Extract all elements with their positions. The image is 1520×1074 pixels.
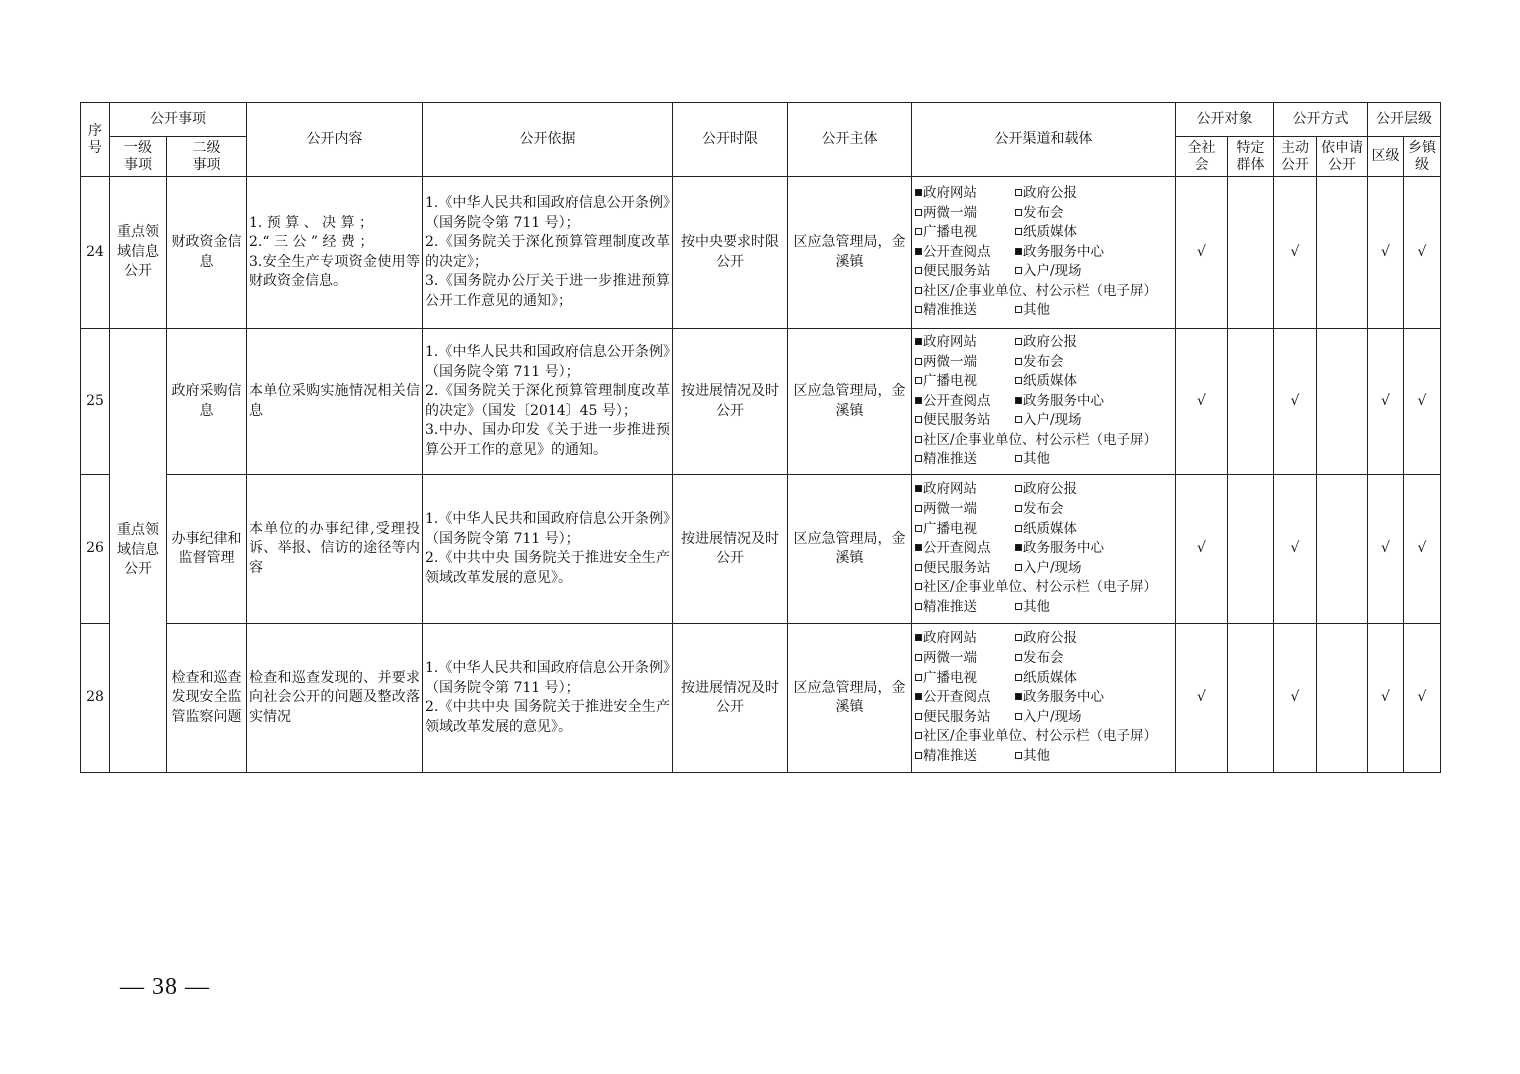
cell-target-specific <box>1228 329 1274 475</box>
channel-label: 其他 <box>1023 747 1050 764</box>
header-time-limit: 公开时限 <box>673 103 788 177</box>
unchecked-box-icon <box>915 287 922 294</box>
unchecked-box-icon <box>1015 189 1022 196</box>
checked-box-icon <box>1015 693 1022 700</box>
unchecked-box-icon <box>915 416 922 423</box>
channel-option <box>915 262 1015 282</box>
basis-line: 1.《中华人民共和国政府信息公开条例》（国务院令第 711 号）； <box>425 511 670 547</box>
cell-method-active: √ <box>1274 329 1317 475</box>
channel-option <box>1015 669 1115 689</box>
channel-label: 入户/现场 <box>1023 263 1082 280</box>
cell-time-limit: 按进展情况及时公开 <box>673 475 788 624</box>
channel-label: 公开查阅点 <box>923 540 991 557</box>
channel-option <box>915 450 1015 470</box>
header-items-group: 公开事项 <box>110 103 247 137</box>
unchecked-box-icon <box>915 209 922 216</box>
basis-line: 3.中办、国办印发《关于进一步推进预算公开工作的意见》的通知。 <box>425 422 670 458</box>
header-level2: 二级 事项 <box>167 137 247 177</box>
channel-label: 政府公报 <box>1023 481 1077 498</box>
channel-label: 社区/企事业单位、村公示栏（电子屏） <box>923 431 1158 448</box>
channel-option <box>1015 747 1115 767</box>
channel-label: 公开查阅点 <box>923 243 991 260</box>
cell-basis <box>423 177 673 329</box>
content-line: 3.安全生产专项资金使用等财政资金信息。 <box>249 253 420 289</box>
channel-label: 广播电视 <box>923 669 977 686</box>
cell-subject: 区应急管理局，金溪镇 <box>788 177 912 329</box>
cell-level2: 办事纪律和监督管理 <box>167 475 247 624</box>
channel-option <box>915 688 1015 708</box>
unchecked-box-icon <box>915 455 922 462</box>
cell-target-specific <box>1228 624 1274 773</box>
cell-level2: 财政资金信息 <box>167 177 247 329</box>
channel-option <box>915 243 1015 263</box>
channel-label: 入户/现场 <box>1023 708 1082 725</box>
unchecked-box-icon <box>1015 525 1022 532</box>
cell-level-district: √ <box>1368 329 1404 475</box>
content-line: 2.“ 三 公 ” 经 费 ； <box>249 234 374 250</box>
cell-target-specific <box>1228 475 1274 624</box>
unchecked-box-icon <box>915 525 922 532</box>
channel-option <box>1015 204 1115 224</box>
channel-label: 精准推送 <box>923 747 977 764</box>
channel-option <box>1015 353 1115 373</box>
unchecked-box-icon <box>1015 654 1022 661</box>
cell-method-request <box>1317 624 1368 773</box>
channel-label: 便民服务站 <box>923 559 991 576</box>
unchecked-box-icon <box>1015 564 1022 571</box>
basis-line: 3.《国务院办公厅关于进一步推进预算公开工作意见的通知》； <box>425 273 670 309</box>
cell-channels <box>912 177 1176 329</box>
channel-label: 社区/企事业单位、村公示栏（电子屏） <box>923 728 1158 745</box>
channel-option <box>915 282 1157 302</box>
header-level1: 一级 事项 <box>110 137 167 177</box>
checked-box-icon <box>1015 544 1022 551</box>
channel-label: 便民服务站 <box>923 263 991 280</box>
channel-label: 两微一端 <box>923 650 977 667</box>
header-basis: 公开依据 <box>423 103 673 177</box>
channel-option <box>1015 411 1115 431</box>
unchecked-box-icon <box>1015 228 1022 235</box>
channel-label: 两微一端 <box>923 353 977 370</box>
header-seq: 序 号 <box>81 103 110 177</box>
unchecked-box-icon <box>915 674 922 681</box>
cell-level-district: √ <box>1368 177 1404 329</box>
channel-option <box>1015 629 1115 649</box>
cell-target-specific <box>1228 177 1274 329</box>
checked-box-icon <box>1015 397 1022 404</box>
channel-option <box>1015 598 1115 618</box>
cell-content <box>247 329 423 475</box>
channel-option <box>915 223 1015 243</box>
basis-line: 1.《中华人民共和国政府信息公开条例》（国务院令第 711 号）； <box>425 195 670 231</box>
content-line: 检查和巡查发现的、并要求向社会公开的问题及整改落实情况 <box>249 669 420 725</box>
unchecked-box-icon <box>915 436 922 443</box>
channel-label: 广播电视 <box>923 373 977 390</box>
channel-label: 精准推送 <box>923 302 977 319</box>
page-number: — 38 — <box>120 974 210 1000</box>
channel-option <box>1015 372 1115 392</box>
channel-label: 纸质媒体 <box>1023 520 1077 537</box>
cell-subject: 区应急管理局，金溪镇 <box>788 329 912 475</box>
unchecked-box-icon <box>915 654 922 661</box>
unchecked-box-icon <box>915 732 922 739</box>
unchecked-box-icon <box>915 752 922 759</box>
channel-label: 社区/企事业单位、村公示栏（电子屏） <box>923 282 1158 299</box>
channel-label: 入户/现场 <box>1023 559 1082 576</box>
content-line: 本单位的办事纪律,受理投诉、举报、信访的途径等内容 <box>249 520 420 576</box>
header-method-request: 依申请 公开 <box>1317 137 1368 177</box>
cell-level-district: √ <box>1368 475 1404 624</box>
basis-line: 2.《中共中央 国务院关于推进安全生产领域改革发展的意见》。 <box>425 550 670 586</box>
channel-option <box>915 392 1015 412</box>
channel-label: 纸质媒体 <box>1023 224 1077 241</box>
channel-option <box>1015 520 1115 540</box>
channel-option <box>915 578 1157 598</box>
channel-label: 政务服务中心 <box>1023 689 1104 706</box>
channel-option <box>1015 450 1115 470</box>
channel-option <box>915 431 1157 451</box>
cell-level-town: √ <box>1404 624 1441 773</box>
header-content: 公开内容 <box>247 103 423 177</box>
channel-option <box>915 598 1015 618</box>
cell-method-active: √ <box>1274 177 1317 329</box>
basis-line: 1.《中华人民共和国政府信息公开条例》（国务院令第 711 号）； <box>425 344 670 380</box>
cell-level1: 重点领域信息公开 <box>110 177 167 329</box>
channel-option <box>915 708 1015 728</box>
channel-option <box>915 500 1015 520</box>
channel-label: 政府网站 <box>923 184 977 201</box>
unchecked-box-icon <box>915 306 922 313</box>
channel-label: 发布会 <box>1023 650 1064 667</box>
content-line: 1. 预 算 、 决 算 ； <box>249 214 374 231</box>
channel-label: 政府网站 <box>923 481 977 498</box>
header-level-town: 乡镇 级 <box>1404 137 1441 177</box>
channel-option <box>1015 500 1115 520</box>
cell-target-all: √ <box>1176 475 1228 624</box>
basis-line: 1.《中华人民共和国政府信息公开条例》（国务院令第 711 号）； <box>425 660 670 696</box>
channel-label: 政务服务中心 <box>1023 392 1104 409</box>
unchecked-box-icon <box>1015 416 1022 423</box>
channel-option <box>915 539 1015 559</box>
unchecked-box-icon <box>1015 377 1022 384</box>
cell-method-active: √ <box>1274 475 1317 624</box>
channel-label: 纸质媒体 <box>1023 669 1077 686</box>
header-level-group: 公开层级 <box>1368 103 1441 137</box>
channel-label: 发布会 <box>1023 501 1064 518</box>
cell-channels <box>912 624 1176 773</box>
channel-label: 政务服务中心 <box>1023 540 1104 557</box>
channel-option <box>915 372 1015 392</box>
header-level-district: 区级 <box>1368 137 1404 177</box>
cell-basis <box>423 329 673 475</box>
table-row <box>81 475 1441 624</box>
cell-seq: 26 <box>81 475 110 624</box>
cell-seq: 25 <box>81 329 110 475</box>
header-method-active: 主动 公开 <box>1274 137 1317 177</box>
content-line: 本单位采购实施情况相关信息 <box>249 383 420 419</box>
unchecked-box-icon <box>915 603 922 610</box>
cell-channels <box>912 475 1176 624</box>
checked-box-icon <box>915 248 922 255</box>
cell-level-district: √ <box>1368 624 1404 773</box>
channel-option <box>915 353 1015 373</box>
channel-option <box>1015 708 1115 728</box>
unchecked-box-icon <box>915 505 922 512</box>
channel-label: 政府公报 <box>1023 184 1077 201</box>
channel-label: 便民服务站 <box>923 708 991 725</box>
cell-method-active: √ <box>1274 624 1317 773</box>
checked-box-icon <box>915 485 922 492</box>
checked-box-icon <box>915 397 922 404</box>
channel-option <box>1015 262 1115 282</box>
channel-option <box>1015 184 1115 204</box>
channel-label: 精准推送 <box>923 598 977 615</box>
unchecked-box-icon <box>1015 358 1022 365</box>
cell-level-town: √ <box>1404 177 1441 329</box>
channel-option <box>915 184 1015 204</box>
channel-label: 社区/企事业单位、村公示栏（电子屏） <box>923 579 1158 596</box>
cell-level2: 政府采购信息 <box>167 329 247 475</box>
checked-box-icon <box>915 189 922 196</box>
checked-box-icon <box>1015 248 1022 255</box>
channel-label: 精准推送 <box>923 451 977 468</box>
unchecked-box-icon <box>1015 674 1022 681</box>
channel-label: 政府公报 <box>1023 333 1077 350</box>
unchecked-box-icon <box>915 267 922 274</box>
cell-method-request <box>1317 177 1368 329</box>
channel-option <box>915 204 1015 224</box>
header-target-all: 全社 会 <box>1176 137 1228 177</box>
unchecked-box-icon <box>915 564 922 571</box>
unchecked-box-icon <box>1015 603 1022 610</box>
channel-label: 政府网站 <box>923 630 977 647</box>
channel-option <box>1015 649 1115 669</box>
channel-label: 其他 <box>1023 598 1050 615</box>
header-method-group: 公开方式 <box>1274 103 1368 137</box>
channel-option <box>915 727 1157 747</box>
unchecked-box-icon <box>1015 752 1022 759</box>
channel-label: 政务服务中心 <box>1023 243 1104 260</box>
unchecked-box-icon <box>915 377 922 384</box>
unchecked-box-icon <box>1015 505 1022 512</box>
channel-label: 公开查阅点 <box>923 392 991 409</box>
table-row <box>81 177 1441 329</box>
table-row <box>81 329 1441 475</box>
channel-label: 其他 <box>1023 302 1050 319</box>
unchecked-box-icon <box>915 583 922 590</box>
cell-level1: 重点领域信息公开 <box>110 329 167 773</box>
checked-box-icon <box>915 338 922 345</box>
basis-line: 2.《国务院关于深化预算管理制度改革的决定》； <box>425 234 670 270</box>
channel-option <box>915 629 1015 649</box>
channel-option <box>1015 243 1115 263</box>
cell-time-limit: 按中央要求时限公开 <box>673 177 788 329</box>
channel-label: 两微一端 <box>923 501 977 518</box>
cell-target-all: √ <box>1176 329 1228 475</box>
channel-option <box>915 301 1015 321</box>
channel-option <box>1015 333 1115 353</box>
unchecked-box-icon <box>1015 485 1022 492</box>
unchecked-box-icon <box>1015 338 1022 345</box>
cell-seq: 28 <box>81 624 110 773</box>
unchecked-box-icon <box>1015 634 1022 641</box>
channel-option <box>915 649 1015 669</box>
channel-option <box>1015 223 1115 243</box>
channel-label: 发布会 <box>1023 353 1064 370</box>
channel-label: 纸质媒体 <box>1023 373 1077 390</box>
channel-label: 两微一端 <box>923 204 977 221</box>
channel-label: 发布会 <box>1023 204 1064 221</box>
cell-basis <box>423 624 673 773</box>
channel-label: 其他 <box>1023 451 1050 468</box>
table-row <box>81 624 1441 773</box>
channel-label: 政府网站 <box>923 333 977 350</box>
channel-option <box>915 480 1015 500</box>
basis-line: 2.《中共中央 国务院关于推进安全生产领域改革发展的意见》。 <box>425 699 670 735</box>
cell-subject: 区应急管理局，金溪镇 <box>788 475 912 624</box>
channel-option <box>1015 539 1115 559</box>
channel-option <box>1015 480 1115 500</box>
cell-target-all: √ <box>1176 177 1228 329</box>
cell-level-town: √ <box>1404 329 1441 475</box>
unchecked-box-icon <box>1015 306 1022 313</box>
channel-label: 便民服务站 <box>923 412 991 429</box>
cell-target-all: √ <box>1176 624 1228 773</box>
cell-seq: 24 <box>81 177 110 329</box>
checked-box-icon <box>915 544 922 551</box>
cell-channels <box>912 329 1176 475</box>
header-subject: 公开主体 <box>788 103 912 177</box>
channel-option <box>915 747 1015 767</box>
cell-content <box>247 475 423 624</box>
channel-label: 广播电视 <box>923 224 977 241</box>
channel-option <box>1015 392 1115 412</box>
header-target-group: 公开对象 <box>1176 103 1274 137</box>
unchecked-box-icon <box>915 358 922 365</box>
cell-method-request <box>1317 329 1368 475</box>
table-body <box>81 177 1441 773</box>
cell-content <box>247 177 423 329</box>
channel-label: 广播电视 <box>923 520 977 537</box>
cell-method-request <box>1317 475 1368 624</box>
cell-level-town: √ <box>1404 475 1441 624</box>
checked-box-icon <box>915 634 922 641</box>
cell-time-limit: 按进展情况及时公开 <box>673 329 788 475</box>
unchecked-box-icon <box>1015 209 1022 216</box>
channel-label: 政府公报 <box>1023 630 1077 647</box>
cell-time-limit: 按进展情况及时公开 <box>673 624 788 773</box>
channel-option <box>1015 688 1115 708</box>
channel-option <box>915 411 1015 431</box>
unchecked-box-icon <box>915 228 922 235</box>
unchecked-box-icon <box>915 713 922 720</box>
unchecked-box-icon <box>1015 713 1022 720</box>
cell-content <box>247 624 423 773</box>
unchecked-box-icon <box>1015 267 1022 274</box>
header-channels: 公开渠道和载体 <box>912 103 1176 177</box>
channel-option <box>915 559 1015 579</box>
channel-option <box>1015 301 1115 321</box>
channel-label: 公开查阅点 <box>923 689 991 706</box>
channel-option <box>915 669 1015 689</box>
channel-option <box>915 520 1015 540</box>
unchecked-box-icon <box>1015 455 1022 462</box>
disclosure-table <box>80 102 1441 773</box>
checked-box-icon <box>915 693 922 700</box>
header-target-specific: 特定 群体 <box>1228 137 1274 177</box>
basis-line: 2.《国务院关于深化预算管理制度改革的决定》（国发〔2014〕45 号）； <box>425 383 670 419</box>
channel-label: 入户/现场 <box>1023 412 1082 429</box>
cell-subject: 区应急管理局，金溪镇 <box>788 624 912 773</box>
channel-option <box>915 333 1015 353</box>
cell-level2: 检查和巡查发现安全监管监察问题 <box>167 624 247 773</box>
channel-option <box>1015 559 1115 579</box>
cell-basis <box>423 475 673 624</box>
